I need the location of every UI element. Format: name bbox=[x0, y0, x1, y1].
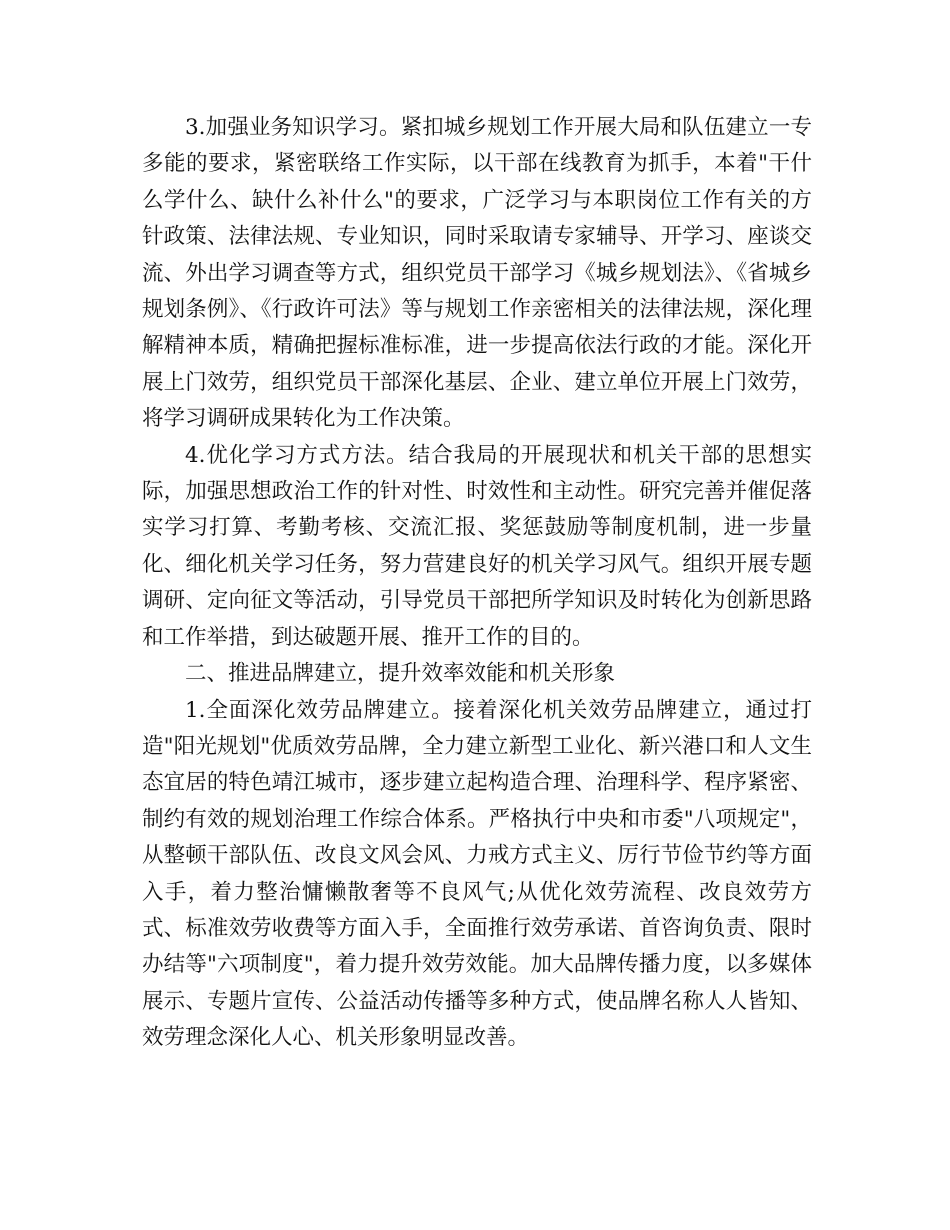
paragraph-service-brand: 1.全面深化效劳品牌建立。接着深化机关效劳品牌建立，通过打造"阳光规划"优质效劳品牌，全力建立新型工业化、新兴港口和人文生态宜居的特色靖江城市，逐步建立起构造合理、治理科学、程序紧密、制约有效的规划治理工作综合体系。严格执行中央和市委"八项规定"，从整顿干部队伍、改良文风会风、力戒方式主义、厉行节俭节约等方面入手，着力整治慵懒散奢等不良风气;从优化效劳流程、改良效劳方式、标准效劳收费等方面入手，全面推行效劳承诺、首咨询负责、限时办结等"六项制度"，着力提升效劳效能。加大品牌传播力度，以多媒体展示、专题片宣传、公益活动传播等多种方式，使品牌名称人人皆知、效劳理念深化人心、机关形象明显改善。 bbox=[142, 697, 812, 1051]
paragraph-study-knowledge: 3.加强业务知识学习。紧扣城乡规划工作开展大局和队伍建立一专多能的要求，紧密联络工作实际，以干部在线教育为抓手，本着"干什么学什么、缺什么补什么"的要求，广泛学习与本职岗位工作有关的方针政策、法律法规、专业知识，同时采取请专家辅导、开学习、座谈交流、外出学习调查等方式，组织党员干部学习《城乡规划法》、《省城乡规划条例》、《行政许可法》等与规划工作亲密相关的法律法规，深化理解精神本质，精确把握标准标准，进一步提高依法行政的才能。深化开展上门效劳，组织党员干部深化基层、企业、建立单位开展上门效劳，将学习调研成果转化为工作决策。 bbox=[142, 115, 812, 432]
section-heading-brand: 二、推进品牌建立，提升效率效能和机关形象 bbox=[185, 661, 616, 687]
paragraph-optimize-methods: 4.优化学习方式方法。结合我局的开展现状和机关干部的思想实际，加强思想政治工作的针对性、时效性和主动性。研究完善并催促落实学习打算、考勤考核、交流汇报、奖惩鼓励等制度机制，进一步量化、细化机关学习任务，努力营建良好的机关学习风气。组织开展专题调研、定向征文等活动，引导党员干部把所学知识及时转化为创新思路和工作举措，到达破题开展、推开工作的目的。 bbox=[142, 442, 812, 650]
document-page bbox=[142, 110, 812, 1057]
